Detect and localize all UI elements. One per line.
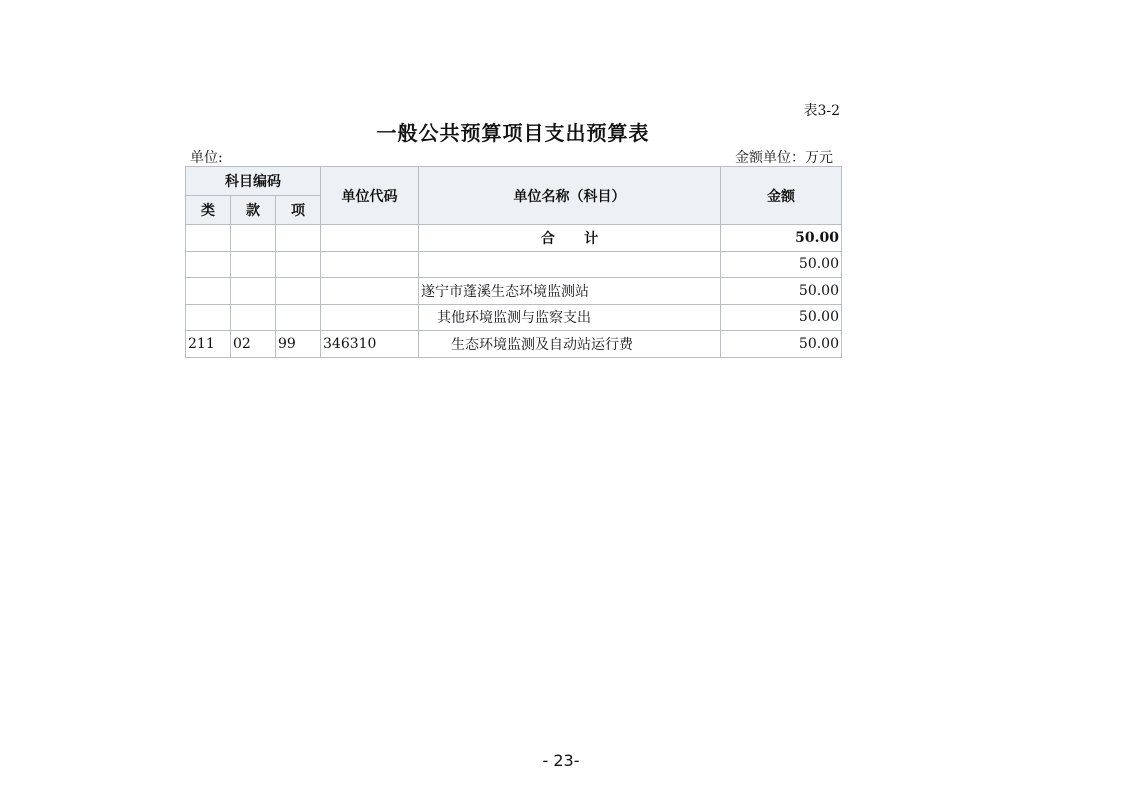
cell-unit-name [419, 251, 721, 278]
cell-unit-code [321, 278, 419, 305]
table-number: 表3-2 [803, 103, 840, 119]
unit-label: 单位: [190, 150, 223, 166]
table-row [186, 251, 842, 278]
header-xiang: 项 [276, 196, 321, 225]
header-subject-code: 科目编码 [186, 167, 321, 196]
cell-unit-code [321, 225, 419, 252]
page-number: - 23- [542, 751, 580, 770]
cell-kuan: 02 [231, 331, 276, 358]
cell-unit-code: 346310 [321, 331, 419, 358]
cell-xiang [276, 278, 321, 305]
total-amount: 50.00 [721, 225, 842, 252]
total-label: 合 计 [419, 225, 721, 252]
cell-kuan [231, 278, 276, 305]
cell-unit-code [321, 251, 419, 278]
header-lei: 类 [186, 196, 231, 225]
cell-lei: 211 [186, 331, 231, 358]
cell-unit-name: 其他环境监测与监察支出 [419, 304, 721, 331]
cell-amount: 50.00 [721, 331, 842, 358]
header-unit-name: 单位名称（科目） [419, 167, 721, 225]
cell-amount: 50.00 [721, 251, 842, 278]
table-row [186, 331, 842, 358]
budget-table [185, 166, 842, 358]
cell-lei [186, 251, 231, 278]
cell-xiang [276, 304, 321, 331]
cell-lei [186, 225, 231, 252]
header-kuan: 款 [231, 196, 276, 225]
cell-xiang: 99 [276, 331, 321, 358]
header-unit-code: 单位代码 [321, 167, 419, 225]
table-row [186, 304, 842, 331]
cell-xiang [276, 251, 321, 278]
cell-lei [186, 304, 231, 331]
cell-unit-code [321, 304, 419, 331]
cell-kuan [231, 251, 276, 278]
cell-kuan [231, 304, 276, 331]
cell-xiang [276, 225, 321, 252]
cell-kuan [231, 225, 276, 252]
table-row [186, 278, 842, 305]
page-title: 一般公共预算项目支出预算表 [376, 121, 650, 145]
cell-lei [186, 278, 231, 305]
cell-amount: 50.00 [721, 278, 842, 305]
amount-unit-label: 金额单位：万元 [735, 150, 833, 166]
cell-unit-name: 遂宁市蓬溪生态环境监测站 [419, 278, 721, 305]
header-amount: 金额 [721, 167, 842, 225]
cell-unit-name: 生态环境监测及自动站运行费 [419, 331, 721, 358]
total-row [186, 225, 842, 252]
cell-amount: 50.00 [721, 304, 842, 331]
